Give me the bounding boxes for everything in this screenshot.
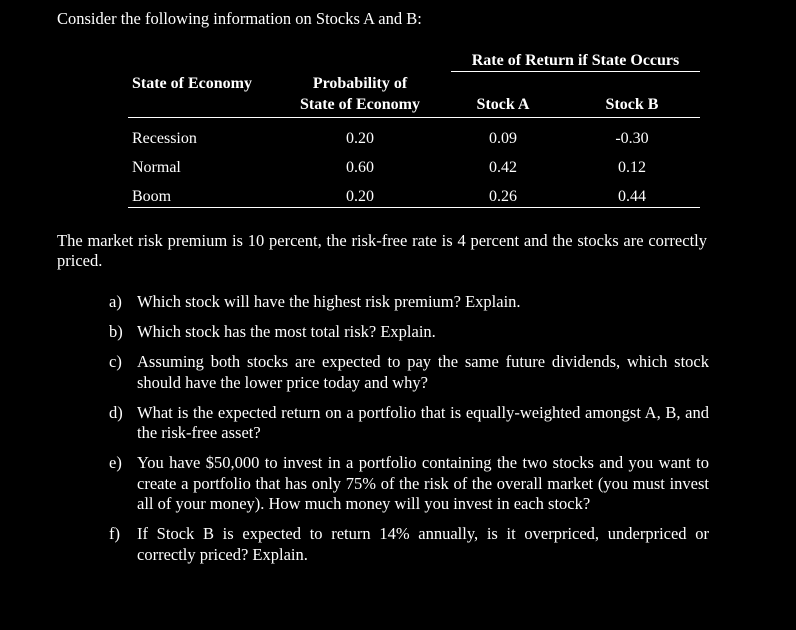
stock-b-header: Stock B [605, 96, 659, 113]
question-marker: b) [109, 322, 123, 341]
stock-a-header: Stock A [476, 96, 530, 113]
question-c [109, 352, 709, 393]
question-text: Assuming both stocks are expected to pay the same future dividends, which stock should have the lower price today and why? [137, 352, 709, 392]
stock-b-cell: -0.30 [615, 130, 649, 147]
intro-text: Consider the following information on Stocks A and B: [57, 9, 422, 28]
stock-a-cell: 0.26 [489, 188, 517, 205]
state-cell: Boom [132, 188, 172, 205]
question-text: If Stock B is expected to return 14% annually, is it overpriced, underpriced or correctly priced? Explain. [137, 524, 709, 564]
premise-text: The market risk premium is 10 percent, the risk-free rate is 4 percent and the stocks are correctly priced. [57, 231, 707, 270]
state-cell: Recession [132, 130, 197, 147]
question-marker: f) [109, 524, 120, 543]
question-e [109, 453, 709, 515]
table-bottom-rule [128, 207, 700, 208]
table-row [128, 155, 700, 183]
group-header-rule [451, 71, 700, 72]
state-of-economy-header: State of Economy [132, 75, 252, 92]
table-row [128, 126, 700, 154]
question-marker: e) [109, 453, 122, 472]
header-rule [128, 117, 700, 118]
question-marker: d) [109, 402, 123, 422]
stock-b-cell: 0.12 [618, 159, 646, 176]
question-text: You have $50,000 to invest in a portfolio containing the two stocks and you want to create a portfolio that has only 75% of the risk of the overall market (you must invest all of your money). How much money will you invest in each stock? [137, 453, 709, 513]
probability-cell: 0.60 [346, 159, 374, 176]
question-text: What is the expected return on a portfolio that is equally-weighted amongst A, B, and the risk-free asset? [137, 402, 709, 442]
question-text: Which stock has the most total risk? Explain. [137, 322, 436, 341]
stock-a-cell: 0.09 [489, 130, 517, 147]
probability-header-line1: Probability of [312, 75, 408, 92]
question-d [109, 403, 709, 444]
probability-cell: 0.20 [346, 130, 374, 147]
question-marker: c) [109, 352, 122, 371]
question-a [109, 292, 709, 313]
question-b [109, 322, 709, 343]
stock-a-cell: 0.42 [489, 159, 517, 176]
state-cell: Normal [132, 159, 181, 176]
question-f [109, 524, 709, 565]
stock-b-cell: 0.44 [618, 188, 646, 205]
probability-cell: 0.20 [346, 188, 374, 205]
question-marker: a) [109, 292, 122, 311]
question-text: Which stock will have the highest risk premium? Explain. [137, 292, 521, 311]
rate-of-return-header: Rate of Return if State Occurs [471, 52, 680, 69]
probability-header [288, 73, 432, 115]
probability-header-line2: State of Economy [300, 96, 420, 113]
question-list [109, 292, 709, 575]
returns-table [128, 50, 700, 210]
